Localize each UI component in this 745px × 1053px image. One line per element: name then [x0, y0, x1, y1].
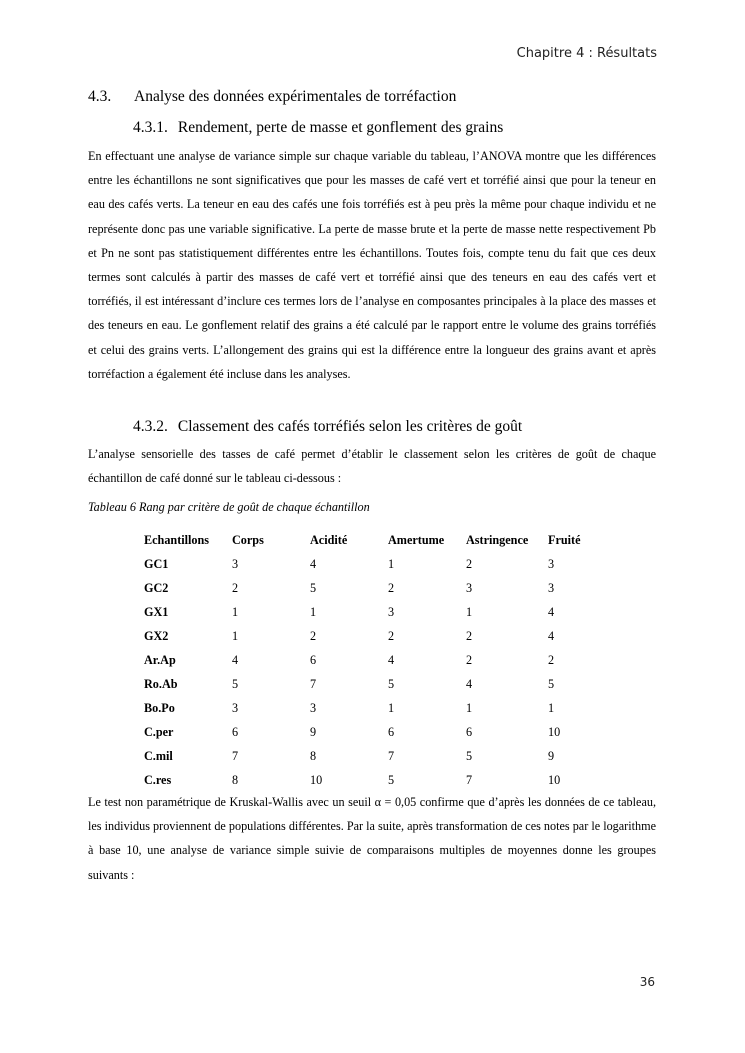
- rank-table: [140, 528, 614, 792]
- cell-acidite: 7: [310, 676, 317, 691]
- cell-sample: C.mil: [144, 748, 173, 763]
- cell-sample: Bo.Po: [144, 700, 175, 715]
- cell-sample: GX1: [144, 604, 169, 619]
- cell-acidite: 10: [310, 772, 323, 787]
- cell-fruite: 9: [548, 748, 555, 763]
- table-row: [140, 744, 614, 768]
- cell-acidite: 6: [310, 652, 317, 667]
- cell-acidite: 2: [310, 628, 317, 643]
- cell-acidite: 8: [310, 748, 317, 763]
- cell-fruite: 4: [548, 628, 555, 643]
- cell-sample: GC1: [144, 556, 169, 571]
- paragraph-analyse-sensorielle: L’analyse sensorielle des tasses de café permet d’établir le classement selon les critères de goût de chaque échantillon de café donné sur le tableau ci-dessous :: [88, 447, 656, 486]
- table-row: [140, 720, 614, 744]
- cell-corps: 1: [232, 604, 239, 619]
- page-number: 36: [639, 975, 655, 989]
- header-fruite: Fruité: [548, 532, 581, 547]
- cell-astringence: 5: [466, 748, 473, 763]
- cell-fruite: 4: [548, 604, 555, 619]
- cell-amertume: 1: [388, 700, 395, 715]
- cell-corps: 3: [232, 700, 239, 715]
- cell-fruite: 1: [548, 700, 555, 715]
- subsection-title-2: Classement des cafés torréfiés selon les critères de goût: [177, 418, 523, 435]
- table-row: [140, 600, 614, 624]
- cell-amertume: 3: [388, 604, 395, 619]
- cell-acidite: 1: [310, 604, 317, 619]
- header-echantillons: Echantillons: [144, 532, 210, 547]
- subsection-number-2: 4.3.2.: [133, 418, 168, 435]
- cell-corps: 3: [232, 556, 239, 571]
- cell-astringence: 1: [466, 604, 473, 619]
- header-amertume: Amertume: [388, 532, 445, 547]
- cell-astringence: 2: [466, 556, 473, 571]
- cell-sample: GC2: [144, 580, 169, 595]
- table-row: [140, 648, 614, 672]
- table-row: [140, 672, 614, 696]
- subsection-heading-1: [133, 119, 503, 137]
- cell-acidite: 5: [310, 580, 317, 595]
- cell-amertume: 5: [388, 772, 395, 787]
- table-row: [140, 552, 614, 576]
- header-astringence: Astringence: [466, 532, 529, 547]
- cell-fruite: 3: [548, 580, 555, 595]
- paragraph-rendement: En effectuant une analyse de variance simple sur chaque variable du tableau, l’ANOVA montre que les différences entre les échantillons ne sont significatives que pour les masses de café vert et torréfié ainsi que pour la teneur en eau des cafés verts. La teneur en eau des cafés une fois torréfiés est à peu près la même pour chaque individu et ne représente donc pas une variable significative. La perte de masse brute et la perte de masse nette respectivement Pb et Pn ne sont pas statistiquement différentes entre les échantillons. Toutes fois, compte tenu du fait que ces deux termes sont calculés à partir des masses de café vert et torréfié ainsi que des teneurs en eau des cafés vert et torréfiés, il est intéressant d’inclure ces termes lors de l’analyse en composantes principales à la place des masses et des teneurs en eau. Le gonflement relatif des grains a été calculé par le rapport entre le volume des grains torréfiés et celui des grains verts. L’allongement des grains qui est la différence entre la longueur des grains avant et après torréfaction a également été incluse dans les analyses.: [88, 149, 656, 381]
- table-row: [140, 768, 614, 792]
- cell-sample: C.res: [144, 772, 172, 787]
- cell-corps: 5: [232, 676, 239, 691]
- cell-astringence: 3: [466, 580, 473, 595]
- table-row: [140, 696, 614, 720]
- cell-astringence: 2: [466, 652, 473, 667]
- cell-astringence: 1: [466, 700, 473, 715]
- cell-corps: 4: [232, 652, 239, 667]
- paragraph-kruskal-wallis: Le test non paramétrique de Kruskal-Wallis avec un seuil α = 0,05 confirme que d’après les données de ce tableau, les individus proviennent de populations différentes. Par la suite, après transformation de ces notes par le logarithme à base 10, une analyse de variance simple suivie de comparaisons multiples de moyennes donne les groupes suivants :: [88, 795, 656, 882]
- cell-astringence: 4: [466, 676, 473, 691]
- cell-sample: Ro.Ab: [144, 676, 178, 691]
- cell-amertume: 4: [388, 652, 395, 667]
- cell-corps: 6: [232, 724, 239, 739]
- header-acidite: Acidité: [310, 532, 348, 547]
- table-header-row: [140, 528, 614, 552]
- subsection-number-1: 4.3.1.: [133, 119, 168, 136]
- table-row: [140, 576, 614, 600]
- cell-acidite: 4: [310, 556, 317, 571]
- section-title: Analyse des données expérimentales de torréfaction: [134, 88, 457, 105]
- table-caption: Tableau 6 Rang par critère de goût de chaque échantillon: [88, 500, 370, 514]
- section-heading: [88, 88, 456, 106]
- cell-amertume: 1: [388, 556, 395, 571]
- cell-corps: 2: [232, 580, 239, 595]
- cell-astringence: 2: [466, 628, 473, 643]
- cell-acidite: 9: [310, 724, 317, 739]
- cell-sample: Ar.Ap: [144, 652, 176, 667]
- section-number: 4.3.: [88, 88, 112, 105]
- cell-amertume: 2: [388, 580, 395, 595]
- cell-sample: GX2: [144, 628, 169, 643]
- cell-sample: C.per: [144, 724, 174, 739]
- header-corps: Corps: [232, 532, 264, 547]
- cell-astringence: 6: [466, 724, 473, 739]
- cell-fruite: 10: [548, 724, 561, 739]
- cell-corps: 7: [232, 748, 239, 763]
- cell-fruite: 5: [548, 676, 555, 691]
- cell-amertume: 6: [388, 724, 395, 739]
- subsection-heading-2: [133, 418, 522, 436]
- cell-corps: 8: [232, 772, 239, 787]
- cell-fruite: 10: [548, 772, 561, 787]
- running-header: Chapitre 4 : Résultats: [516, 46, 657, 61]
- cell-astringence: 7: [466, 772, 473, 787]
- cell-fruite: 2: [548, 652, 555, 667]
- cell-acidite: 3: [310, 700, 317, 715]
- cell-corps: 1: [232, 628, 239, 643]
- subsection-title-1: Rendement, perte de masse et gonflement des grains: [177, 119, 504, 136]
- table-row: [140, 624, 614, 648]
- cell-amertume: 5: [388, 676, 395, 691]
- cell-fruite: 3: [548, 556, 555, 571]
- cell-amertume: 2: [388, 628, 395, 643]
- cell-amertume: 7: [388, 748, 395, 763]
